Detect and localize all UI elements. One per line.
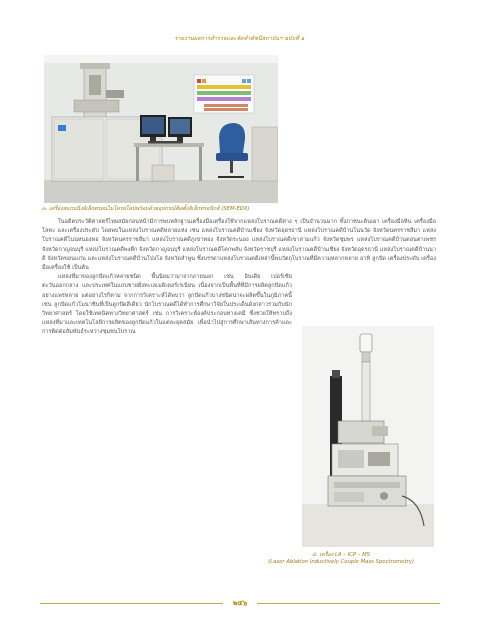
sem-edx-photo (44, 55, 278, 203)
body-text (42, 218, 436, 338)
caption-title: ๔. เครื่อง LA – ICP – MS (311, 552, 371, 558)
page-number: ๒๕๖ (223, 598, 257, 609)
paragraph: ในอดีตประวัติศาสตร์ไทยสมัยก่อนหน้ามีการพบหลักฐานเครื่องมือเครื่องใช้จากแหล่งโบราณคดีต่าง ๆ เป็นจำนวนมาก ทั้งภาชนะดินเผา เครื่องมือหิน เครื่องมือโลหะ และเครื่องประดับ โดยพบในแหล่งโบราณคดีหลายแห่ง เช่น แหล่งโบราณคดีบ้านเชียง จังหวัดอุดรธานี แหล่งโบราณคดีบ้านโนนวัด จังหวัดนครราชสีมา แหล่งโบราณคดีโนนหนองหอ จังหวัดนครราชสีมา แหล่งโบราณคดีภูเขาทอง จังหวัดระนอง แหล่งโบราณคดีเขาสามแก้ว จังหวัดชุมพร แหล่งโบราณคดีบ้านดอนตาเพชร จังหวัดกาญจนบุรี แหล่งโบราณคดีพงตึก จังหวัดกาญจนบุรี แหล่งโบราณคดีโคกพลับ จังหวัดราชบุรี แหล่งโบราณคดีบ้านเชียง จังหวัดอุดรธานี แหล่งโบราณคดีบ้านนาดี จังหวัดขอนแก่น และแหล่งโบราณคดีบ้านโป่งโล จังหวัดลำพูน ซึ่งบรรดาแหล่งโบราณคดีเหล่านี้พบวัตถุโบราณที่มีความหลากหลาย อาทิ ลูกปัด เครื่องประดับ เครื่องมือเครื่องใช้ เป็นต้น (42, 219, 436, 272)
running-header: รายงานผลการสำรวจและจัดทำดัชนีสถาบันฯ ฉบับที่ ๑ (174, 36, 305, 42)
caption-subtitle: (Laser Ablation Inductively Couple Mass Spectrometry) (268, 559, 414, 565)
page-footer (0, 598, 479, 610)
paragraph: แหล่งที่มาของลูกปัดแก้วหลายชนิด พื้นนิยมว่ามาจากภายนอก เช่น อินเดีย เปอร์เซีย ตะวันออกกลาง และประเทศในแถบชายฝั่งทะเลเมดิเตอร์เรเนียน เนื่องจากเป็นพื้นที่ที่มีการผลิตลูกปัดแก้วอย่างแพร่หลาย แต่อย่างไรก็ตาม จากการวิเคราะห์ได้พบว่า ลูกปัดแก้วบางชนิดน่าจะผลิตขึ้นในภูมิภาคนี้ เช่น ลูกปัดแก้วโมนาชินที่เป็นลูกปัดสีเดียว นักโบราณคดีได้ทำการศึกษาวิจัยในประเด็นดังกล่าวร่วมกับนักวิทยาศาสตร์ โดยใช้เทคนิคทางวิทยาศาสตร์ เช่น การวิเคราะห์องค์ประกอบทางเคมี ซึ่งช่วยให้ทราบถึงแหล่งที่มาและเทคโนโลยีการผลิตของลูกปัดแก้วในแต่ละยุคสมัย เพื่อนำไปสู่การศึกษาเส้นทางการค้าและการติดต่อสัมพันธ์ระหว่างชุมชนโบราณ (42, 274, 292, 336)
figure-caption-la-icp-ms (250, 552, 432, 566)
figure-caption-sem: ๓. เครื่องสแกนนิ่งอิเล็กตรอนไมโครสโคปพร้อมด้วยอุปกรณ์ติดตั้งอิเล็กทรอนิกส์ (SEM-EDX) (42, 206, 250, 212)
la-icp-ms-photo (302, 326, 434, 547)
